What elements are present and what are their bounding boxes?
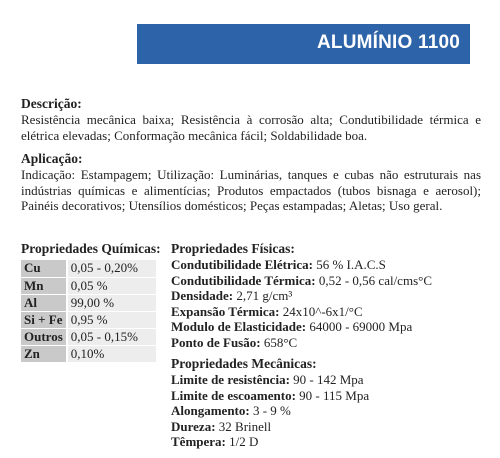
property-label: Dureza: — [171, 418, 216, 434]
page-title: ALUMÍNIO 1100 — [316, 32, 460, 53]
chemical-properties-heading: Propriedades Químicas: — [21, 241, 161, 256]
application-text: Indicação: Estampagem; Utilização: Luminárias, tanques e cubas não estruturais nas indústrias químicas e alimentícias; Produtos empactados (tubos bisnaga e aerosol); Painéis decorativos; Utensílios domésticos; Peças estampadas; Aletas; Uso geral. — [21, 167, 481, 213]
property-value: 90 - 115 Mpa — [295, 387, 370, 403]
property-label: Condutibilidade Térmica: — [171, 272, 316, 288]
element-cell: Al — [21, 294, 67, 311]
property-label: Limite de escoamento: — [171, 387, 296, 403]
value-cell: 0,95 % — [67, 311, 156, 328]
description-heading: Descrição: — [21, 96, 82, 111]
table-row — [21, 311, 156, 328]
property-line — [171, 335, 481, 351]
element-cell: Cu — [21, 260, 67, 277]
property-line — [171, 403, 481, 419]
element-cell: Zn — [21, 345, 67, 362]
value-cell: 0,05 - 0,20% — [67, 260, 156, 277]
property-value: 32 Brinell — [215, 418, 272, 434]
property-value: 1/2 D — [225, 434, 259, 450]
property-value: 56 % I.A.C.S — [312, 257, 386, 272]
property-value: 64000 - 69000 Mpa — [306, 319, 413, 335]
property-line — [171, 273, 481, 289]
property-value: 90 - 142 Mpa — [289, 372, 364, 387]
value-cell: 0,05 - 0,15% — [67, 328, 156, 345]
property-label: Densidade: — [171, 288, 234, 304]
property-label: Ponto de Fusão: — [171, 334, 261, 350]
property-line — [171, 288, 481, 304]
value-cell: 0,10% — [67, 345, 156, 362]
property-line — [171, 388, 481, 404]
element-cell: Mn — [21, 277, 67, 294]
chemical-properties-section — [21, 241, 161, 363]
property-line — [171, 419, 481, 435]
description-text: Resistência mecânica baixa; Resistência à corrosão alta; Condutibilidade térmica e elétrica elevadas; Conformação mecânica fácil; Soldabilidade boa. — [21, 112, 481, 143]
property-label: Expansão Térmica: — [171, 303, 280, 319]
title-banner — [137, 24, 470, 64]
property-line — [171, 434, 481, 450]
property-value: 2,71 g/cm³ — [233, 288, 293, 304]
element-cell: Outros — [21, 328, 67, 345]
property-line — [171, 304, 481, 320]
property-label: Limite de resistência: — [171, 372, 290, 387]
table-row — [21, 277, 156, 294]
chemical-composition-table — [21, 260, 156, 363]
application-section — [21, 151, 481, 214]
description-section — [21, 96, 481, 143]
property-label: Condutibilidade Elétrica: — [171, 257, 313, 272]
element-cell: Si + Fe — [21, 311, 67, 328]
property-value: 658°C — [260, 334, 298, 350]
property-value: 24x10^-6x1/°C — [279, 303, 363, 319]
table-row — [21, 345, 156, 362]
value-cell: 0,05 % — [67, 277, 156, 294]
property-label: Têmpera: — [171, 434, 226, 450]
physical-properties-section — [171, 241, 481, 351]
property-label: Alongamento: — [171, 403, 250, 419]
physical-properties-heading: Propriedades Físicas: — [171, 241, 295, 256]
table-row — [21, 260, 156, 277]
property-line — [171, 372, 481, 388]
table-row — [21, 328, 156, 345]
mechanical-properties-heading: Propriedades Mecânicas: — [171, 356, 317, 371]
property-value: 3 - 9 % — [249, 403, 291, 419]
property-line — [171, 257, 481, 273]
table-row — [21, 294, 156, 311]
property-value: 0,52 - 0,56 cal/cms°C — [315, 272, 432, 288]
property-line — [171, 319, 481, 335]
mechanical-properties-section — [171, 356, 481, 450]
property-label: Modulo de Elasticidade: — [171, 319, 307, 335]
value-cell: 99,00 % — [67, 294, 156, 311]
application-heading: Aplicação: — [21, 151, 83, 166]
